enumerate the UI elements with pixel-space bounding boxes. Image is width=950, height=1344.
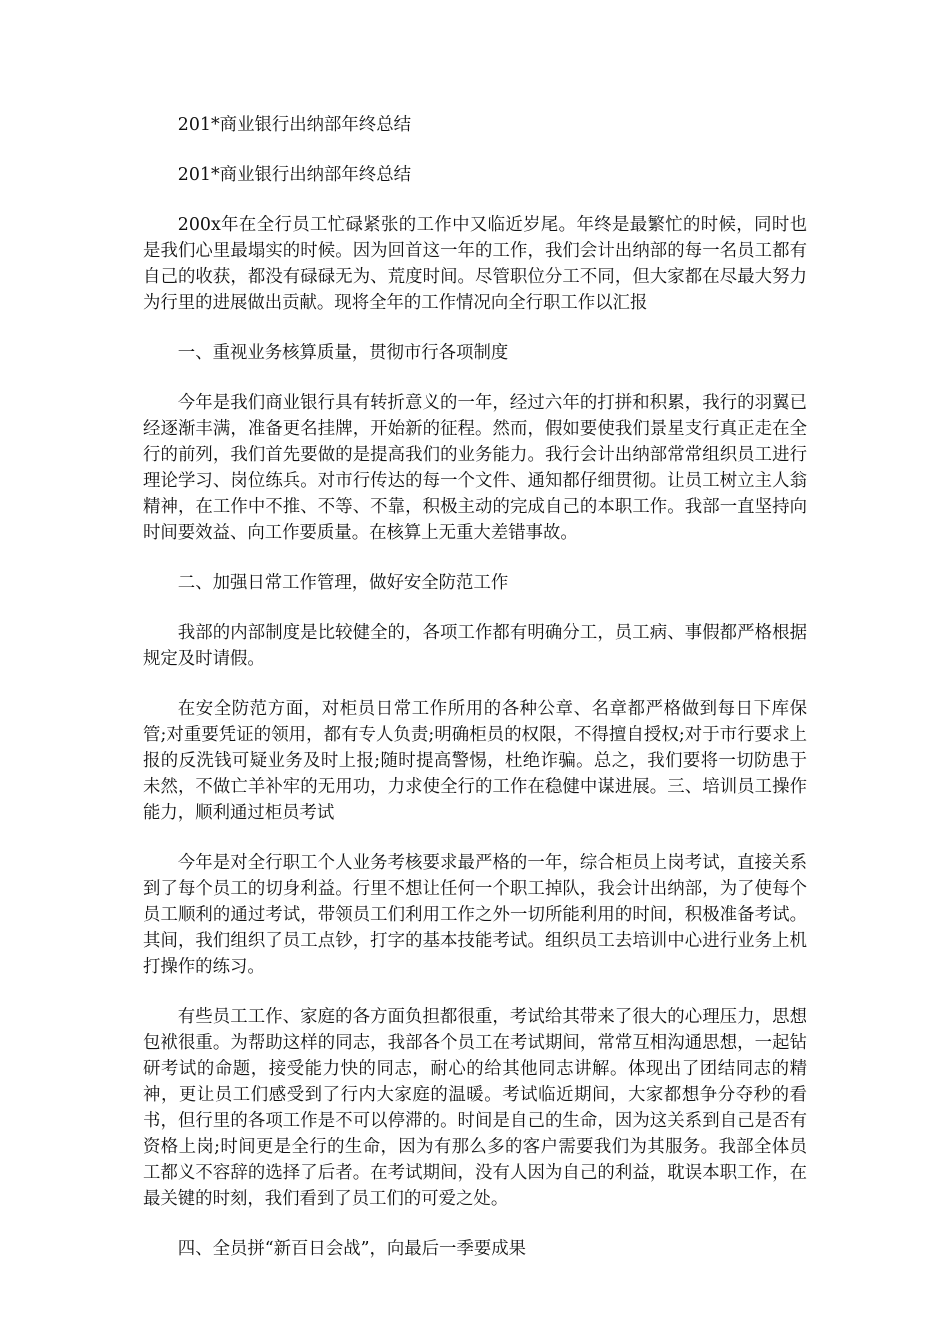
document-title: 201*商业银行出纳部年终总结 <box>177 115 411 135</box>
section-1-paragraph: 今年是我们商业银行具有转折意义的一年，经过六年的打拼和积累，我行的羽翼已经逐渐丰满，准备更名挂牌，开始新的征程。然而，假如要使我们景星支行真正走在全行的前列，我们首先要做的是提高我们的业务能力。我行会计出纳部常常组织员工进行理论学习、岗位练兵。对市行传达的每一个文件、通知都仔细贯彻。让员工树立主人翁精神，在工作中不推、不等、不靠，积极主动的完成自己的本职工作。我部一直坚持向时间要效益、向工作要质量。在核算上无重大差错事故。 <box>143 393 807 543</box>
document-page <box>143 112 807 1286</box>
intro-paragraph: 200x年在全行员工忙碌紧张的工作中又临近岁尾。年终是最繁忙的时候，同时也是我们心里最塌实的时候。因为回首这一年的工作，我们会计出纳部的每一名员工都有自己的收获，都没有碌碌无为、荒度时间。尽管职位分工不同，但大家都在尽最大努力为行里的进展做出贡献。现将全年的工作情况向全行职工作以汇报 <box>143 215 807 313</box>
section-2-heading: 二、加强日常工作管理，做好安全防范工作 <box>177 573 509 593</box>
section-2-paragraph-1: 我部的内部制度是比较健全的，各项工作都有明确分工，员工病、事假都严格根据规定及时请假。 <box>143 623 807 669</box>
section-3-paragraph-2: 有些员工工作、家庭的各方面负担都很重，考试给其带来了很大的心理压力，思想包袱很重。为帮助这样的同志，我部各个员工在考试期间，常常互相沟通思想，一起钻研考试的命题，接受能力快的同志，耐心的给其他同志讲解。体现出了团结同志的精神，更让员工们感受到了行内大家庭的温暖。考试临近期间，大家都想争分夺秒的看书，但行里的各项工作是不可以停滞的。时间是自己的生命，因为这关系到自己是否有资格上岗;时间更是全行的生命，因为有那么多的客户需要我们为其服务。我部全体员工都义不容辞的选择了后者。在考试期间，没有人因为自己的利益，耽误本职工作，在最关键的时刻，我们看到了员工们的可爱之处。 <box>143 1007 807 1209</box>
section-1-heading: 一、重视业务核算质量，贯彻市行各项制度 <box>177 343 509 363</box>
section-3-paragraph-1: 今年是对全行职工个人业务考核要求最严格的一年，综合柜员上岗考试，直接关系到了每个员工的切身利益。行里不想让任何一个职工掉队，我会计出纳部，为了使每个员工顺利的通过考试，带领员工们利用工作之外一切所能利用的时间，积极准备考试。其间，我们组织了员工点钞，打字的基本技能考试。组织员工去培训中心进行业务上机打操作的练习。 <box>143 853 807 977</box>
document-subtitle: 201*商业银行出纳部年终总结 <box>177 165 411 185</box>
section-4-heading: 四、全员拼“新百日会战”，向最后一季要成果 <box>177 1239 527 1259</box>
section-2-paragraph-2: 在安全防范方面，对柜员日常工作所用的各种公章、名章都严格做到每日下库保管;对重要凭证的领用，都有专人负责;明确柜员的权限，不得擅自授权;对于市行要求上报的反洗钱可疑业务及时上报;随时提高警惕，杜绝诈骗。总之，我们要将一切防患于未然，不做亡羊补牢的无用功，力求使全行的工作在稳健中谋进展。三、培训员工操作能力，顺利通过柜员考试 <box>143 699 807 823</box>
